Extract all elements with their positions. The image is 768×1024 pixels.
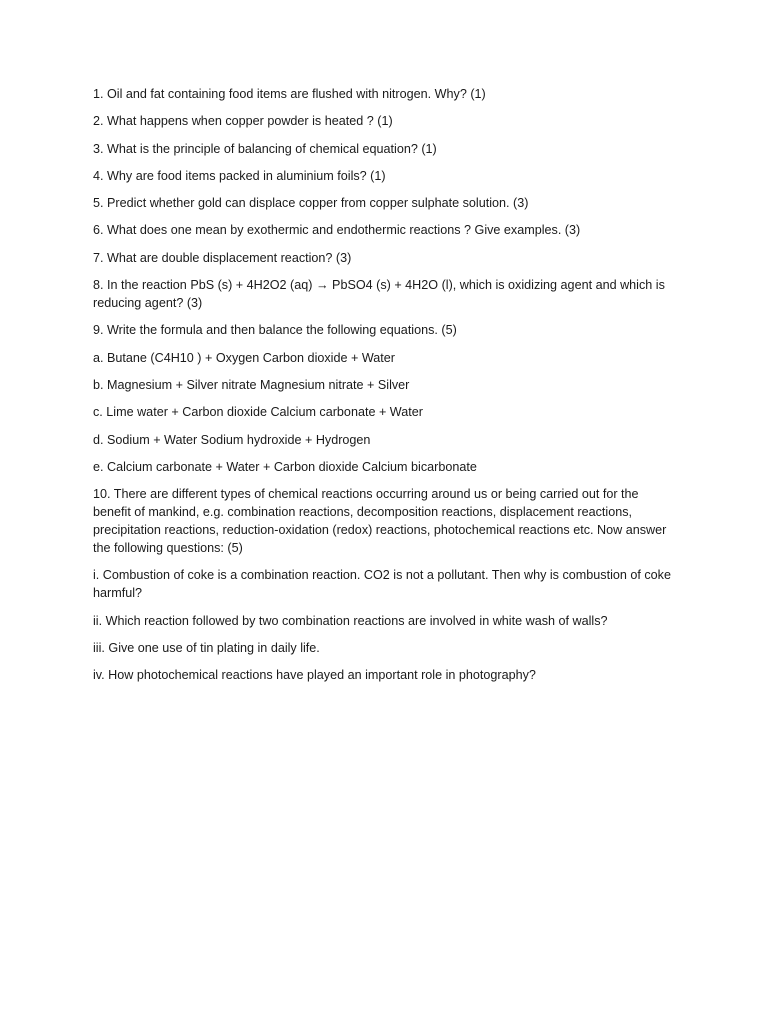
question-9e: e. Calcium carbonate + Water + Carbon dioxide Calcium bicarbonate (93, 459, 477, 474)
question-10ii: ii. Which reaction followed by two combination reactions are involved in white wash of walls? (93, 613, 608, 628)
question-9d: d. Sodium + Water Sodium hydroxide + Hydrogen (93, 432, 371, 447)
question-7: 7. What are double displacement reaction? (3) (93, 250, 352, 265)
question-2: 2. What happens when copper powder is heated ? (1) (93, 114, 393, 129)
question-5: 5. Predict whether gold can displace copper from copper sulphate solution. (3) (93, 196, 529, 211)
question-8: 8. In the reaction PbS (s) + 4H2O2 (aq) → PbSO4 (s) + 4H2O (l), which is oxidizing agent and which is reducing agent? (3) (93, 278, 665, 311)
question-9: 9. Write the formula and then balance the following equations. (5) (93, 323, 457, 338)
question-10: 10. There are different types of chemical reactions occurring around us or being carried out for the benefit of mankind, e.g. combination reactions, decomposition reactions, displacement reactions, precipitation reactions, reduction-oxidation (redox) reactions, photochemical reactions etc. Now answer the following questions: (5) (93, 487, 667, 556)
question-10iii: iii. Give one use of tin plating in daily life. (93, 641, 320, 656)
question-3: 3. What is the principle of balancing of chemical equation? (1) (93, 141, 437, 156)
question-10i: i. Combustion of coke is a combination reaction. CO2 is not a pollutant. Then why is combustion of coke harmful? (93, 568, 671, 601)
question-9c: c. Lime water + Carbon dioxide Calcium carbonate + Water (93, 405, 423, 420)
question-4: 4. Why are food items packed in aluminium foils? (1) (93, 168, 386, 183)
document-page (93, 85, 673, 694)
question-9a: a. Butane (C4H10 ) + Oxygen Carbon dioxide + Water (93, 350, 395, 365)
question-9b: b. Magnesium + Silver nitrate Magnesium nitrate + Silver (93, 377, 410, 392)
question-1: 1. Oil and fat containing food items are flushed with nitrogen. Why? (1) (93, 87, 486, 101)
question-10iv: iv. How photochemical reactions have played an important role in photography? (93, 668, 536, 683)
question-6: 6. What does one mean by exothermic and endothermic reactions ? Give examples. (3) (93, 223, 581, 238)
